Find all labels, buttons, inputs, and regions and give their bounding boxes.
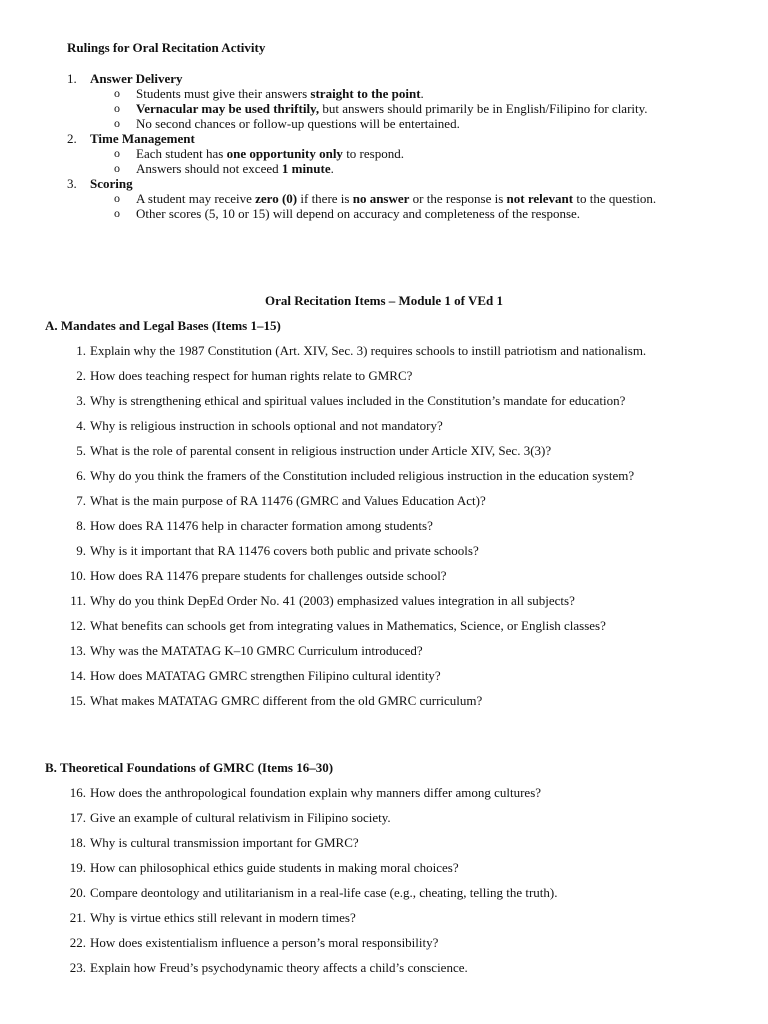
question-number: 8.	[76, 518, 86, 533]
bullet-icon: o	[114, 116, 120, 130]
question-text: Explain how Freud’s psychodynamic theory affects a child’s conscience.	[90, 960, 468, 975]
ruling-subitem	[0, 161, 696, 176]
question-item	[0, 643, 730, 658]
question-text: How does the anthropological foundation explain why manners differ among cultures?	[90, 785, 542, 800]
section-b-heading: B. Theoretical Foundations of GMRC (Items 16–30)	[45, 760, 334, 775]
question-number: 6.	[76, 468, 86, 483]
question-number: 5.	[76, 443, 86, 458]
question-number: 3.	[76, 393, 86, 408]
emphasis-text: no answer	[352, 191, 410, 206]
question-text: How does RA 11476 help in character formation among students?	[90, 518, 433, 533]
ruling-text: .	[420, 86, 424, 101]
question-item	[0, 668, 730, 683]
question-text: How does RA 11476 prepare students for challenges outside school?	[90, 568, 447, 583]
question-number: 13.	[69, 643, 86, 658]
ruling-subitem	[0, 101, 696, 116]
question-number: 2.	[76, 368, 86, 383]
ruling-text: Each student has	[136, 146, 227, 161]
question-item	[0, 468, 730, 483]
question-item	[0, 693, 730, 708]
question-text: What makes MATATAG GMRC different from the old GMRC curriculum?	[90, 693, 483, 708]
question-text: Why is religious instruction in schools optional and not mandatory?	[90, 418, 443, 433]
ruling-text: Students must give their answers	[136, 86, 311, 101]
section-a-questions	[0, 343, 768, 718]
question-number: 10.	[69, 568, 86, 583]
ruling-text: No second chances or follow-up questions will be entertained.	[136, 116, 460, 131]
ruling-text: to respond.	[342, 146, 404, 161]
rulings-list	[0, 71, 768, 221]
section-a-heading: A. Mandates and Legal Bases (Items 1–15)	[45, 318, 281, 333]
bullet-icon: o	[114, 191, 120, 205]
ruling-text: A student may receive	[136, 191, 256, 206]
question-text: Why is it important that RA 11476 covers both public and private schools?	[90, 543, 479, 558]
ruling-heading: Time Management	[90, 131, 195, 146]
question-item	[0, 393, 730, 408]
ruling-subitem	[0, 191, 696, 206]
ruling-number: 3.	[67, 176, 77, 191]
ruling-text: to the question.	[573, 191, 657, 206]
question-number: 7.	[76, 493, 86, 508]
question-number: 22.	[69, 935, 86, 950]
rulings-title: Rulings for Oral Recitation Activity	[67, 40, 266, 55]
question-item	[0, 368, 730, 383]
question-item	[0, 518, 730, 533]
ruling-number: 1.	[67, 71, 77, 86]
question-item	[0, 785, 730, 800]
question-item	[0, 568, 730, 583]
bullet-icon: o	[114, 206, 120, 220]
emphasis-text: 1 minute	[281, 161, 331, 176]
emphasis-text: straight to the point	[310, 86, 421, 101]
question-number: 14.	[69, 668, 86, 683]
ruling-heading: Scoring	[90, 176, 133, 191]
question-text: Give an example of cultural relativism in Filipino society.	[90, 810, 391, 825]
ruling-text: Other scores (5, 10 or 15) will depend on accuracy and completeness of the response.	[136, 206, 581, 221]
question-item	[0, 835, 730, 850]
question-number: 11.	[70, 593, 86, 608]
question-number: 23.	[69, 960, 86, 975]
ruling-text: if there is	[297, 191, 353, 206]
question-text: Why is strengthening ethical and spiritual values included in the Constitution’s mandate for education?	[90, 393, 626, 408]
question-text: How does teaching respect for human rights relate to GMRC?	[90, 368, 413, 383]
emphasis-text: Vernacular may be used thriftily,	[136, 101, 320, 116]
ruling-text: or the response is	[409, 191, 507, 206]
emphasis-text: not relevant	[506, 191, 574, 206]
ruling-item	[0, 71, 768, 131]
question-text: How does MATATAG GMRC strengthen Filipino cultural identity?	[90, 668, 441, 683]
ruling-subitem	[0, 146, 696, 161]
question-text: Why is virtue ethics still relevant in modern times?	[90, 910, 356, 925]
ruling-item	[0, 176, 768, 221]
question-text: Why do you think DepEd Order No. 41 (2003) emphasized values integration in all subjects?	[90, 593, 575, 608]
items-title: Oral Recitation Items – Module 1 of VEd 1	[264, 293, 504, 308]
ruling-text: but answers should primarily be in English/Filipino for clarity.	[319, 101, 648, 116]
ruling-heading: Answer Delivery	[90, 71, 183, 86]
bullet-icon: o	[114, 86, 120, 100]
bullet-icon: o	[114, 101, 120, 115]
question-number: 15.	[69, 693, 86, 708]
question-number: 21.	[69, 910, 86, 925]
question-item	[0, 343, 730, 358]
question-number: 1.	[76, 343, 86, 358]
question-text: Compare deontology and utilitarianism in a real-life case (e.g., cheating, telling the truth).	[90, 885, 558, 900]
question-item	[0, 885, 730, 900]
question-number: 9.	[76, 543, 86, 558]
question-item	[0, 910, 730, 925]
question-text: How can philosophical ethics guide students in making moral choices?	[90, 860, 459, 875]
ruling-subitem	[0, 116, 696, 131]
question-number: 16.	[69, 785, 86, 800]
question-item	[0, 593, 730, 608]
ruling-subitem	[0, 206, 696, 221]
question-item	[0, 543, 730, 558]
ruling-text: Answers should not exceed	[136, 161, 282, 176]
question-number: 12.	[69, 618, 86, 633]
bullet-icon: o	[114, 161, 120, 175]
emphasis-text: one opportunity only	[226, 146, 343, 161]
bullet-icon: o	[114, 146, 120, 160]
question-item	[0, 618, 730, 633]
ruling-text: .	[330, 161, 334, 176]
question-item	[0, 960, 730, 975]
ruling-item	[0, 131, 768, 176]
question-text: Why is cultural transmission important for GMRC?	[90, 835, 359, 850]
question-item	[0, 443, 730, 458]
question-text: What is the role of parental consent in religious instruction under Article XIV, Sec. 3(3)?	[90, 443, 552, 458]
question-item	[0, 935, 730, 950]
ruling-subitem	[0, 86, 696, 101]
section-b-questions	[0, 785, 768, 985]
question-text: Why was the MATATAG K–10 GMRC Curriculum introduced?	[90, 643, 423, 658]
question-text: What benefits can schools get from integrating values in Mathematics, Science, or English classes?	[90, 618, 606, 633]
question-item	[0, 860, 730, 875]
question-item	[0, 810, 730, 825]
question-number: 20.	[69, 885, 86, 900]
question-text: What is the main purpose of RA 11476 (GMRC and Values Education Act)?	[90, 493, 486, 508]
question-text: Explain why the 1987 Constitution (Art. XIV, Sec. 3) requires schools to instill patriotism and nationalism.	[90, 343, 647, 358]
ruling-number: 2.	[67, 131, 77, 146]
question-text: Why do you think the framers of the Constitution included religious instruction in the education system?	[90, 468, 635, 483]
question-number: 19.	[69, 860, 86, 875]
question-text: How does existentialism influence a person’s moral responsibility?	[90, 935, 439, 950]
emphasis-text: zero (0)	[255, 191, 298, 206]
question-number: 4.	[76, 418, 86, 433]
question-number: 17.	[69, 810, 86, 825]
question-number: 18.	[69, 835, 86, 850]
question-item	[0, 418, 730, 433]
question-item	[0, 493, 730, 508]
